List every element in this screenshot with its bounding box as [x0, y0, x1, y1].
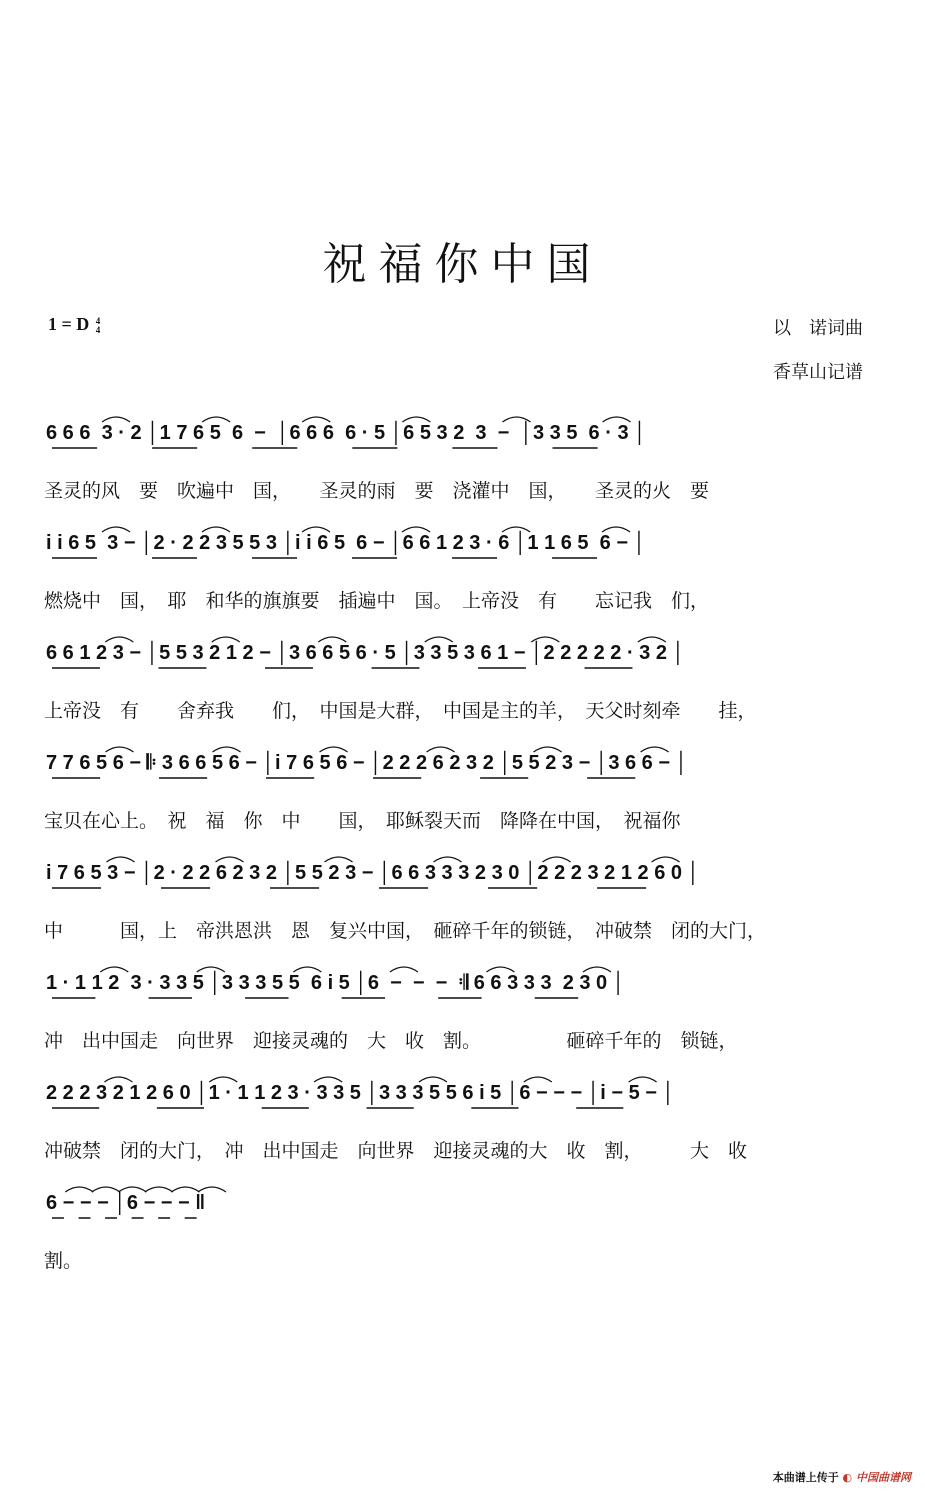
- slur-arc: [65, 1187, 93, 1192]
- slur-arc: [425, 637, 453, 642]
- footer: [773, 1469, 911, 1485]
- note-row: [0, 1070, 925, 1118]
- note-row: [0, 1180, 925, 1228]
- page-title: 祝福你中国: [322, 239, 603, 290]
- score-system: [0, 1180, 925, 1290]
- time-signature: [96, 317, 101, 335]
- slur-arc: [325, 857, 353, 862]
- slur-arc: [638, 637, 666, 642]
- key-signature: [48, 314, 100, 335]
- beam-lines: [0, 960, 925, 1008]
- slur-arc: [320, 747, 348, 752]
- slur-arc: [629, 1077, 657, 1082]
- note-row: [0, 630, 925, 678]
- time-sig-top: 4: [95, 315, 101, 326]
- note-row: [0, 740, 925, 788]
- slur-arc: [402, 417, 430, 422]
- slur-arc: [107, 857, 135, 862]
- slur-arc: [603, 417, 631, 422]
- beam-lines: [0, 740, 925, 788]
- slur-arc: [216, 857, 244, 862]
- slur-arc: [202, 417, 230, 422]
- slur-arc: [390, 967, 418, 972]
- composer-credit: 以 诺词曲: [773, 318, 863, 339]
- slur-arc: [602, 527, 630, 532]
- lyric-line: 上帝没 有 舍弃我 们， 中国是大群， 中国是主的羊， 天父时刻牵 挂，: [44, 700, 757, 722]
- score-system: [0, 630, 925, 740]
- lyric-line: 中 国，上 帝洪恩洪 恩 复兴中国， 砸碎千年的锁链， 冲破禁 闭的大门，: [44, 920, 767, 942]
- jianpu-notes: i 7 6 5 3 − │2 · 2 2 6 2 3 2 │5 5 2 3 − │6 6 3 3 3 2 3 0 │2 2 2 3 2 1 2 6 0 │: [46, 862, 701, 884]
- slur-arc: [102, 527, 130, 532]
- slur-arc: [302, 527, 330, 532]
- score-system: [0, 850, 925, 960]
- site-logo-icon: ◐: [842, 1471, 853, 1484]
- slur-arc: [202, 527, 230, 532]
- jianpu-notes: i i 6 5 3 − │2 · 2 2 3 5 5 3 │i i 6 5 6 − │6 6 1 2 3 · 6 │1 1 6 5 6 − │: [46, 532, 647, 554]
- jianpu-notes: 1 · 1 1 2 3 · 3 3 5 │3 3 3 5 5 6 i 5 │6 − − − 𝄇 6 6 3 3 3 2 3 0 │: [46, 972, 626, 994]
- slur-arc: [502, 527, 530, 532]
- note-row: [0, 410, 925, 458]
- lyric-line: 冲破禁 闭的大门， 冲 出中国走 向世界 迎接灵魂的大 收 割， 大 收: [44, 1140, 748, 1162]
- slur-arc: [100, 967, 128, 972]
- slur-arc: [534, 747, 562, 752]
- beam-lines: [0, 630, 925, 678]
- score-system: [0, 520, 925, 630]
- slur-arc: [212, 637, 240, 642]
- footer-text: 本曲谱上传于: [772, 1471, 839, 1484]
- slur-arc: [318, 637, 346, 642]
- note-row: [0, 850, 925, 898]
- slur-arc: [293, 967, 321, 972]
- score-system: [0, 740, 925, 850]
- slur-arc: [209, 1077, 237, 1082]
- slur-arc: [641, 747, 669, 752]
- slur-arc: [502, 417, 530, 422]
- beam-lines: [0, 1180, 925, 1228]
- slur-arc: [427, 747, 455, 752]
- slur-arc: [402, 527, 430, 532]
- jianpu-notes: 6 − − − │6 − − − ‖: [46, 1192, 206, 1214]
- transcriber-credit: 香草山记谱: [773, 362, 863, 383]
- jianpu-notes: 6 6 1 2 3 − │5 5 3 2 1 2 − │3 6 6 5 6 · 5 │3 3 5 3 6 1 − │2 2 2 2 2 · 3 2 │: [46, 642, 686, 664]
- lyric-line: 割。: [44, 1250, 83, 1272]
- jianpu-notes: 6 6 6 3 · 2 │1 7 6 5 6 − │6 6 6 6 · 5 │6 5 3 2 3 − │3 3 5 6 · 3 │: [46, 422, 647, 444]
- beam-lines: [0, 520, 925, 568]
- slur-arc: [434, 857, 462, 862]
- beam-lines: [0, 1070, 925, 1118]
- slur-arc: [213, 747, 241, 752]
- slur-arc: [92, 1187, 120, 1192]
- slur-arc: [145, 1187, 173, 1192]
- slur-arc: [524, 1077, 552, 1082]
- slur-arc: [105, 637, 133, 642]
- time-sig-bottom: 4: [95, 324, 101, 335]
- slur-arc: [543, 857, 571, 862]
- key-label: 1 = D: [48, 314, 90, 334]
- lyric-line: 燃烧中 国， 耶 和华的旗旗要 插遍中 国。 上帝没 有 忘记我 们，: [44, 590, 710, 612]
- jianpu-notes: 2 2 2 3 2 1 2 6 0 │1 · 1 1 2 3 · 3 3 5 │3 3 3 5 5 6 i 5 │6 − − − │i − 5 − │: [46, 1082, 676, 1104]
- slur-arc: [198, 1187, 226, 1192]
- score-system: [0, 960, 925, 1070]
- slur-arc: [531, 637, 559, 642]
- footer-site: 中国曲谱网: [856, 1471, 911, 1484]
- score-system: [0, 1070, 925, 1180]
- slur-arc: [104, 1077, 132, 1082]
- note-row: [0, 960, 925, 1008]
- score-system: [0, 410, 925, 520]
- slur-arc: [652, 857, 680, 862]
- lyric-line: 宝贝在心上。 祝 福 你 中 国， 耶稣裂天而 降降在中国， 祝福你: [44, 810, 681, 832]
- beam-lines: [0, 850, 925, 898]
- lyric-line: 圣灵的风 要 吹遍中 国， 圣灵的雨 要 浇灌中 国， 圣灵的火 要: [44, 480, 710, 502]
- slur-arc: [583, 967, 611, 972]
- slur-arc: [486, 967, 514, 972]
- jianpu-notes: 7 7 6 5 6 − 𝄆 3 6 6 5 6 − │i 7 6 5 6 − │2 2 2 6 2 3 2 │5 5 2 3 − │3 6 6 − │: [46, 752, 689, 774]
- slur-arc: [102, 417, 130, 422]
- beam-lines: [0, 410, 925, 458]
- slur-arc: [106, 747, 134, 752]
- slur-arc: [302, 417, 330, 422]
- note-row: [0, 520, 925, 568]
- slur-arc: [314, 1077, 342, 1082]
- slur-arc: [118, 1187, 146, 1192]
- slur-arc: [197, 967, 225, 972]
- slur-arc: [171, 1187, 199, 1192]
- lyric-line: 冲 出中国走 向世界 迎接灵魂的 大 收 割。 砸碎千年的 锁链，: [44, 1030, 738, 1052]
- slur-arc: [419, 1077, 447, 1082]
